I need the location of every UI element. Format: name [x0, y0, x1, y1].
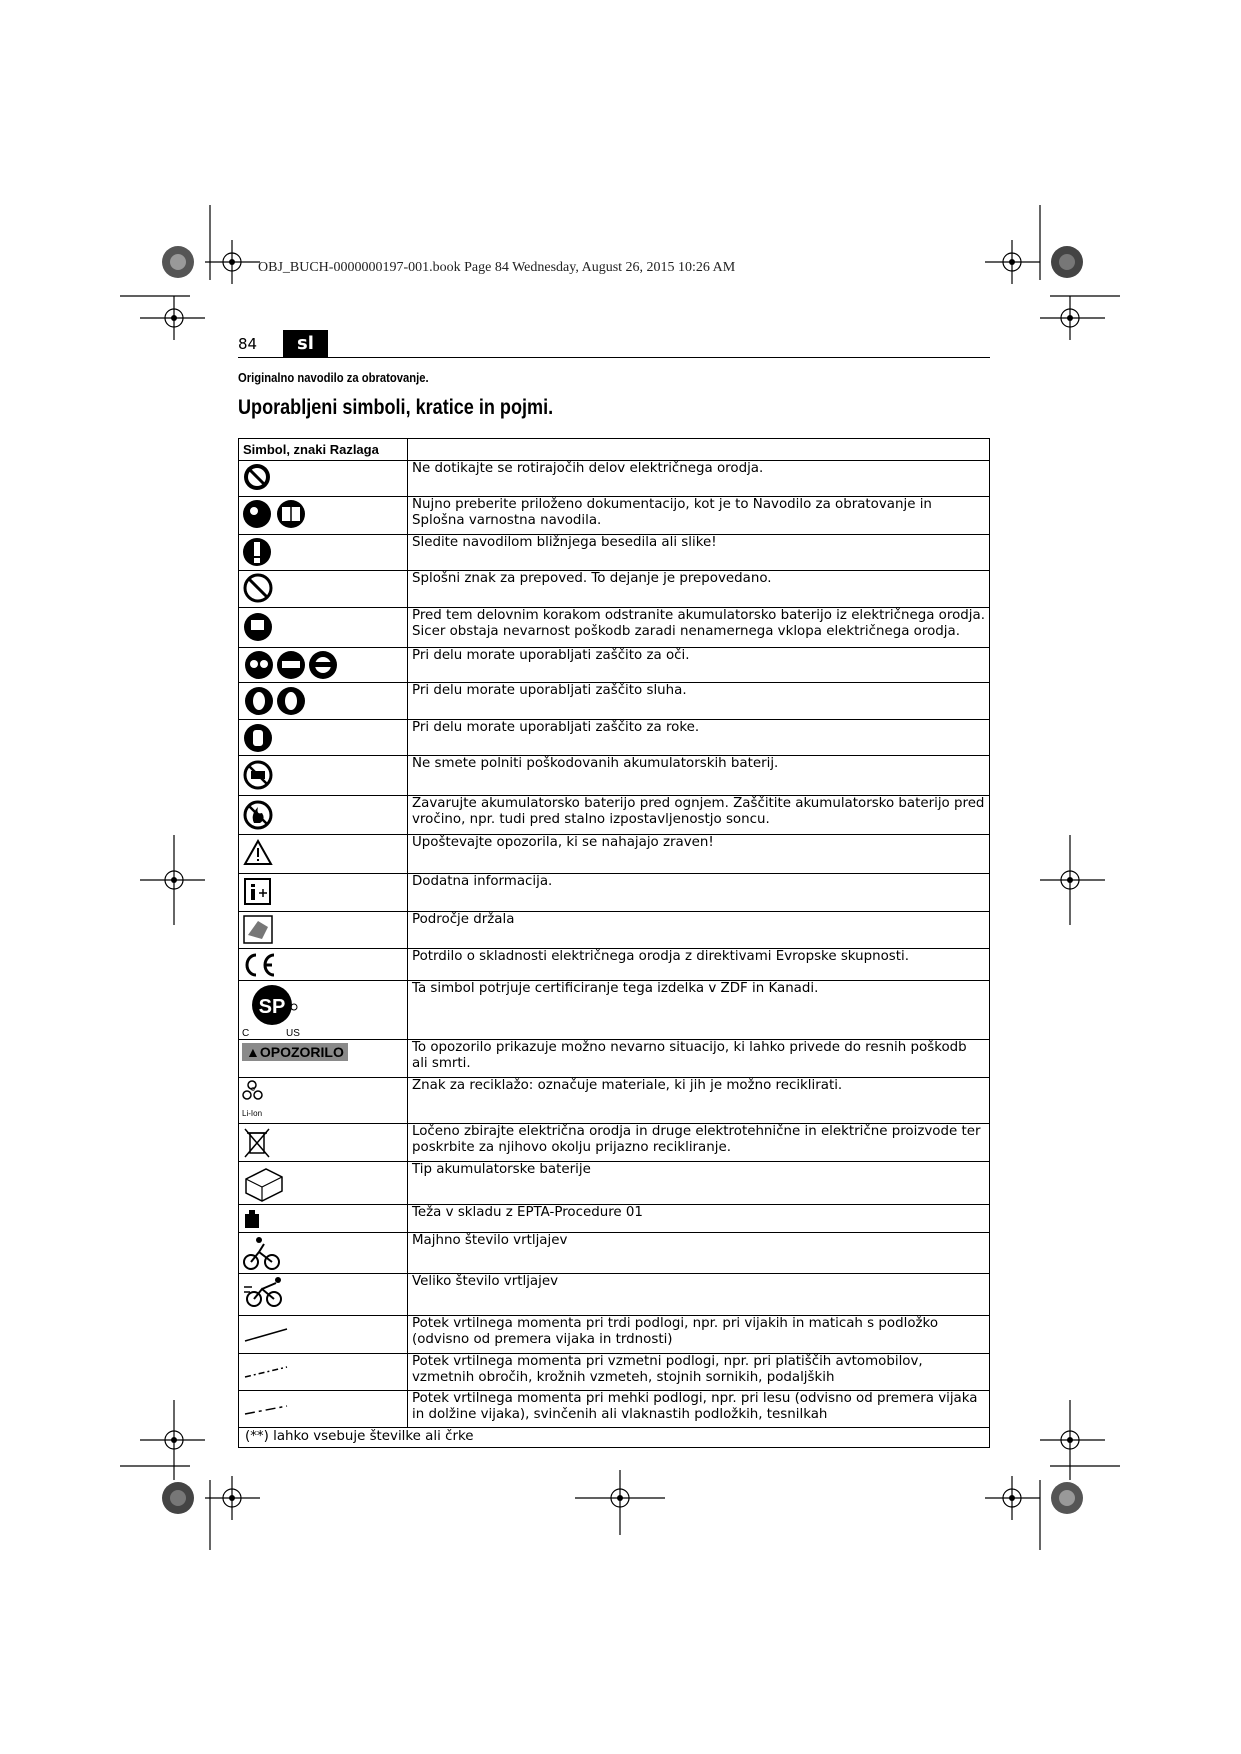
battery-pack-icon [242, 1163, 286, 1203]
column-header-meaning: Razlaga [329, 442, 379, 457]
table-row [239, 535, 990, 571]
row-text: Ne smete polniti poškodovanih akumulatorskih baterij. [408, 756, 990, 796]
table-row [239, 1391, 990, 1428]
table-row [239, 571, 990, 608]
row-text: Pri delu morate uporabljati zaščito za roke. [408, 720, 990, 756]
table-row [239, 796, 990, 835]
symbol-table [238, 438, 990, 1448]
torque-soft-joint-icon [242, 1392, 292, 1422]
warning-badge-label: OPOZORILO [259, 1044, 344, 1060]
li-ion-label: Li-Ion [242, 1109, 263, 1118]
protect-from-fire-icon [242, 797, 274, 831]
csa-certification-icon [248, 983, 298, 1029]
weee-bin-icon [242, 1125, 272, 1159]
row-text: Sledite navodilom bližnjega besedila ali slike! [408, 535, 990, 571]
table-row [239, 1124, 990, 1162]
no-touch-rotating-icon [242, 462, 272, 492]
warning-triangle-icon [242, 836, 274, 868]
row-text: Ta simbol potrjuje certificiranje tega izdelka v ZDF in Kanadi. [408, 981, 990, 1040]
row-text: Majhno število vrtljajev [408, 1233, 990, 1274]
column-header-symbol: Simbol, znaki [243, 442, 327, 457]
table-row [239, 1205, 990, 1233]
remove-battery-icon [242, 609, 274, 643]
table-row [239, 461, 990, 497]
row-text: Potek vrtilnega momenta pri mehki podlogi, npr. pri lesu (odvisno od premera vijaka in dolžine vijaka), svinčenih ali vlaknastih podložkih, tesnilkah [408, 1391, 990, 1428]
additional-info-icon [242, 875, 274, 907]
eye-protection-icon [242, 649, 342, 681]
mandatory-action-icon [242, 536, 272, 568]
row-text: Ločeno zbirajte električna orodja in druge elektrotehnične in električne proizvode ter poskrbite za njihovo okolju prijazno recikliranje. [408, 1124, 990, 1162]
table-row [239, 497, 990, 535]
row-text: Potrdilo o skladnosti električnega orodja z direktivami Evropske skupnosti. [408, 949, 990, 981]
warning-badge: ▲OPOZORILO [242, 1043, 348, 1061]
table-row [239, 1274, 990, 1316]
table-row [239, 1316, 990, 1354]
row-text: Potek vrtilnega momenta pri trdi podlogi, npr. pri vijakih in maticah s podložko (odvisno od premera vijaka in trdnosti) [408, 1316, 990, 1354]
table-row [239, 1162, 990, 1205]
table-row [239, 912, 990, 949]
row-text: Pri delu morate uporabljati zaščito sluha. [408, 683, 990, 720]
row-text: Potek vrtilnega momenta pri vzmetni podlogi, npr. pri platiščih avtomobilov, vzmetnih obročih, krožnih vzmeteh, stojnih sornikih, podaljških [408, 1354, 990, 1391]
svg-text:o: o [251, 1086, 255, 1093]
document-subtitle: Originalno navodilo za obratovanje. [238, 371, 429, 385]
row-text: Področje držala [408, 912, 990, 949]
row-text: Upoštevajte opozorila, ki se nahajajo zraven! [408, 835, 990, 874]
row-text: Dodatna informacija. [408, 874, 990, 912]
table-row [239, 981, 990, 1040]
row-text: Pred tem delovnim korakom odstranite akumulatorsko baterijo iz električnega orodja. Sicer obstaja nevarnost poškodb zaradi nenamernega vklopa električnega orodja. [408, 608, 990, 648]
book-header-line: OBJ_BUCH-0000000197-001.book Page 84 Wednesday, August 26, 2015 10:26 AM [258, 260, 736, 275]
table-row [239, 720, 990, 756]
language-tab: sl [283, 330, 328, 357]
ce-mark-icon [242, 950, 278, 978]
table-row [239, 949, 990, 981]
table-row [239, 608, 990, 648]
page-title: Uporabljeni simboli, kratice in pojmi. [238, 396, 554, 419]
prohibition-icon [242, 572, 274, 604]
weight-icon [242, 1206, 264, 1230]
hand-protection-icon [242, 721, 274, 753]
table-row [239, 1354, 990, 1391]
table-header-row [239, 439, 990, 461]
low-speed-bicycle-icon [242, 1234, 282, 1272]
row-text: Znak za reciklažo: označuje materiale, ki jih je možno reciklirati. [408, 1078, 990, 1124]
table-row [239, 648, 990, 683]
row-text: Pri delu morate uporabljati zaščito za oči. [408, 648, 990, 683]
torque-hard-joint-icon [242, 1317, 292, 1347]
read-manual-icon [242, 498, 308, 530]
row-text: Splošni znak za prepoved. To dejanje je prepovedano. [408, 571, 990, 608]
csa-c-label: C [242, 1028, 250, 1039]
table-footnote-row [239, 1428, 990, 1448]
row-text: Zavarujte akumulatorsko baterijo pred ognjem. Zaščitite akumulatorsko baterijo pred vročino, npr. tudi pred stalno izpostavljenostjo soncu. [408, 796, 990, 835]
page-number: 84 [238, 335, 258, 353]
csa-us-label: US [286, 1028, 300, 1039]
row-text: Teža v skladu z EPTA-Procedure 01 [408, 1205, 990, 1233]
footnote: (**) lahko vsebuje številke ali črke [239, 1428, 990, 1448]
table-row [239, 756, 990, 796]
row-text: Nujno preberite priloženo dokumentacijo, kot je to Navodilo za obratovanje in Splošna varnostna navodila. [408, 497, 990, 535]
header-rule [238, 357, 990, 358]
row-text: To opozorilo prikazuje možno nevarno situacijo, ki lahko privede do resnih poškodb ali smrti. [408, 1040, 990, 1078]
table-row [239, 1078, 990, 1124]
table-row [239, 874, 990, 912]
ear-protection-icon [242, 684, 310, 716]
svg-text:SP: SP [258, 996, 286, 1018]
recycling-icon [242, 1079, 272, 1105]
csa-mark [242, 982, 306, 1038]
table-row [239, 1233, 990, 1274]
table-row [239, 835, 990, 874]
table-row [239, 683, 990, 720]
no-charging-damaged-battery-icon [242, 757, 274, 791]
row-text: Ne dotikajte se rotirajočih delov električnega orodja. [408, 461, 990, 497]
high-speed-bicycle-icon [242, 1275, 288, 1309]
grip-area-icon [242, 913, 274, 945]
row-text: Veliko število vrtljajev [408, 1274, 990, 1316]
torque-spring-joint-icon [242, 1355, 292, 1385]
table-row [239, 1040, 990, 1078]
row-text: Tip akumulatorske baterije [408, 1162, 990, 1205]
